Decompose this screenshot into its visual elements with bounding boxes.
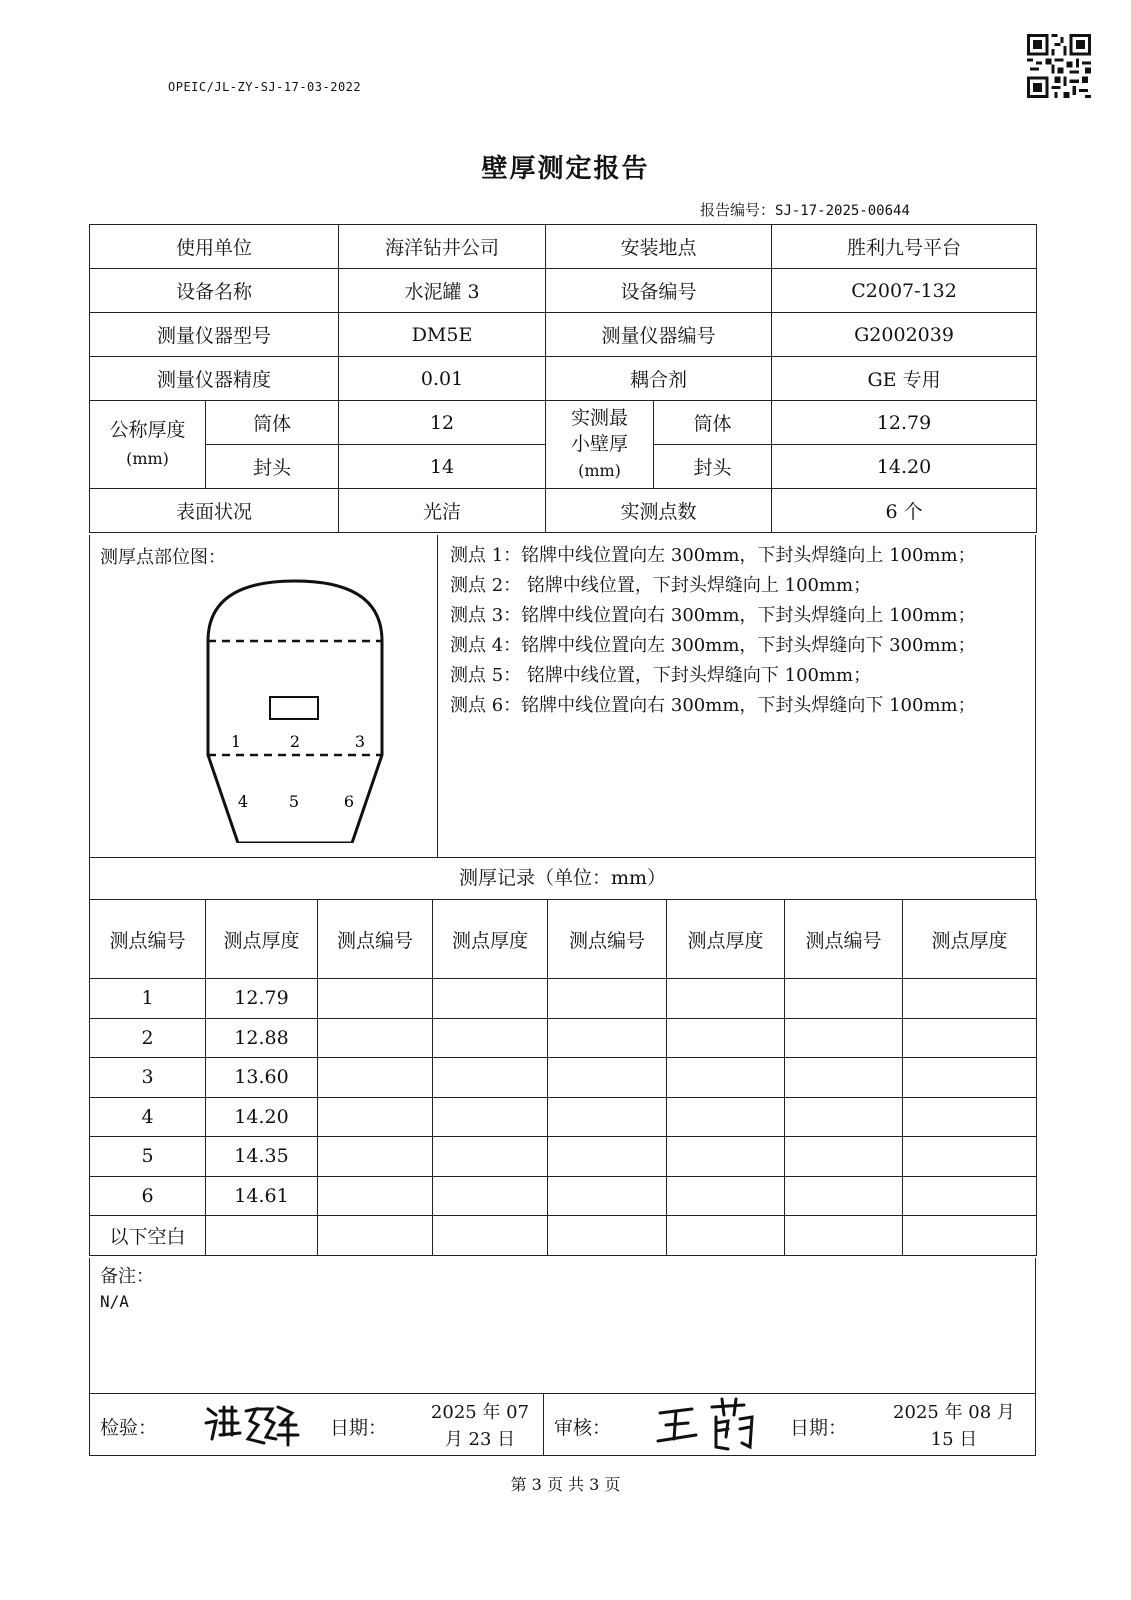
point-thickness — [206, 1216, 318, 1256]
point-description: 测点 5： 铭牌中线位置，下封头焊缝向下 100mm； — [450, 665, 872, 686]
inspect-date-line1: 2025 年 07 — [430, 1402, 530, 1423]
point-id: 4 — [90, 1097, 206, 1137]
signoff-row — [89, 1393, 1036, 1456]
measured-shell-value: 12.79 — [772, 401, 1037, 445]
nominal-shell-label: 筒体 — [206, 401, 339, 445]
point-description: 测点 3：铭牌中线位置向右 300mm，下封头焊缝向上 100mm； — [450, 605, 976, 626]
points-count-label: 实测点数 — [546, 489, 772, 533]
inspector-signature — [202, 1399, 302, 1451]
user-unit-value: 海洋钻井公司 — [339, 225, 546, 269]
report-number-value: SJ-17-2025-00644 — [775, 203, 910, 219]
point-id: 3 — [90, 1058, 206, 1098]
measured-min-label — [546, 401, 654, 489]
table-row — [90, 1097, 1037, 1137]
measurement-point-descriptions — [450, 541, 976, 721]
install-site-label: 安装地点 — [546, 225, 772, 269]
precision-value: 0.01 — [339, 357, 546, 401]
inspect-date-line2: 月 23 日 — [444, 1429, 516, 1450]
tank-diagram — [190, 573, 400, 843]
table-row — [90, 1058, 1037, 1098]
diagram-panel — [90, 535, 438, 857]
measured-head-value: 14.20 — [772, 445, 1037, 489]
couplant-value: GE 专用 — [772, 357, 1037, 401]
table-row — [90, 979, 1037, 1019]
point-label: 1 — [230, 732, 242, 751]
col-thickness-header: 测点厚度 — [903, 900, 1037, 979]
equipment-no-value: C2007-132 — [772, 269, 1037, 313]
col-point-header: 测点编号 — [90, 900, 206, 979]
table-row — [90, 1137, 1037, 1177]
instrument-no-label: 测量仪器编号 — [546, 313, 772, 357]
inspection-cell — [90, 1393, 544, 1455]
reviewer-signature — [654, 1395, 764, 1453]
point-label: 3 — [354, 732, 366, 751]
equipment-no-label: 设备编号 — [546, 269, 772, 313]
instrument-no-value: G2002039 — [772, 313, 1037, 357]
blank-below-marker: 以下空白 — [90, 1216, 206, 1256]
point-description: 测点 6：铭牌中线位置向右 300mm，下封头焊缝向下 100mm； — [450, 695, 976, 716]
inspect-date-label: 日期： — [330, 1417, 388, 1439]
thickness-records-table — [89, 899, 1037, 1256]
review-date-line1: 2025 年 08 月 — [893, 1402, 1015, 1423]
report-number-label: 报告编号： — [700, 201, 776, 219]
point-label: 2 — [289, 732, 301, 751]
report-number — [700, 199, 910, 220]
point-thickness: 12.79 — [206, 979, 318, 1019]
measured-shell-label: 筒体 — [654, 401, 772, 445]
nominal-thickness-label — [90, 401, 206, 489]
nominal-thickness-label-text: 公称厚度 — [109, 419, 186, 441]
inspect-label: 检验： — [100, 1417, 158, 1439]
remarks-section — [89, 1258, 1036, 1394]
review-date-label: 日期： — [790, 1417, 848, 1439]
instrument-model-value: DM5E — [339, 313, 546, 357]
page-title: 壁厚测定报告 — [481, 154, 650, 184]
records-header-row — [90, 900, 1037, 979]
measurement-diagram-section — [89, 535, 1036, 858]
point-id: 6 — [90, 1176, 206, 1216]
review-cell — [544, 1393, 1037, 1455]
install-site-value: 胜利九号平台 — [772, 225, 1037, 269]
remarks-value: N/A — [100, 1292, 129, 1311]
precision-label: 测量仪器精度 — [90, 357, 339, 401]
surface-label: 表面状况 — [90, 489, 339, 533]
remarks-label: 备注： — [100, 1266, 154, 1287]
point-label: 5 — [288, 792, 300, 811]
equipment-name-label: 设备名称 — [90, 269, 339, 313]
table-row — [90, 1018, 1037, 1058]
nominal-shell-value: 12 — [339, 401, 546, 445]
review-date-line2: 15 日 — [930, 1429, 978, 1450]
surface-value: 光洁 — [339, 489, 546, 533]
review-label: 审核： — [554, 1417, 612, 1439]
measured-min-label-line2: 小壁厚 — [571, 433, 629, 455]
point-id: 1 — [90, 979, 206, 1019]
inspect-date — [415, 1399, 545, 1453]
couplant-label: 耦合剂 — [546, 357, 772, 401]
nominal-head-label: 封头 — [206, 445, 339, 489]
records-title: 测厚记录（单位：mm） — [89, 857, 1036, 900]
col-thickness-header: 测点厚度 — [206, 900, 318, 979]
col-point-header: 测点编号 — [548, 900, 667, 979]
col-thickness-header: 测点厚度 — [667, 900, 785, 979]
page-number: 第 3 页 共 3 页 — [510, 1475, 621, 1494]
point-thickness: 14.61 — [206, 1176, 318, 1216]
table-row — [90, 1176, 1037, 1216]
point-thickness: 14.20 — [206, 1097, 318, 1137]
qr-code-icon — [1027, 34, 1091, 98]
measured-min-label-line1: 实测最 — [571, 407, 629, 429]
diagram-title: 测厚点部位图： — [100, 547, 226, 568]
equipment-info-table — [89, 224, 1037, 533]
point-description: 测点 2： 铭牌中线位置，下封头焊缝向上 100mm； — [450, 575, 872, 596]
col-point-header: 测点编号 — [318, 900, 433, 979]
point-id: 5 — [90, 1137, 206, 1177]
points-count-value: 6 个 — [772, 489, 1037, 533]
col-thickness-header: 测点厚度 — [433, 900, 548, 979]
point-id: 2 — [90, 1018, 206, 1058]
point-description: 测点 4：铭牌中线位置向左 300mm，下封头焊缝向下 300mm； — [450, 635, 976, 656]
point-thickness: 12.88 — [206, 1018, 318, 1058]
col-point-header: 测点编号 — [785, 900, 903, 979]
instrument-model-label: 测量仪器型号 — [90, 313, 339, 357]
form-code: OPEIC/JL-ZY-SJ-17-03-2022 — [168, 80, 362, 94]
user-unit-label: 使用单位 — [90, 225, 339, 269]
table-row — [90, 1216, 1037, 1256]
measured-head-label: 封头 — [654, 445, 772, 489]
point-label: 4 — [237, 792, 249, 811]
point-description: 测点 1：铭牌中线位置向左 300mm，下封头焊缝向上 100mm； — [450, 545, 976, 566]
nameplate — [270, 697, 318, 719]
point-thickness: 14.35 — [206, 1137, 318, 1177]
point-label: 6 — [343, 792, 355, 811]
measured-min-unit: (mm) — [578, 461, 621, 480]
nominal-head-value: 14 — [339, 445, 546, 489]
nominal-thickness-unit: (mm) — [126, 449, 169, 468]
point-thickness: 13.60 — [206, 1058, 318, 1098]
review-date — [874, 1399, 1034, 1453]
equipment-name-value: 水泥罐 3 — [339, 269, 546, 313]
